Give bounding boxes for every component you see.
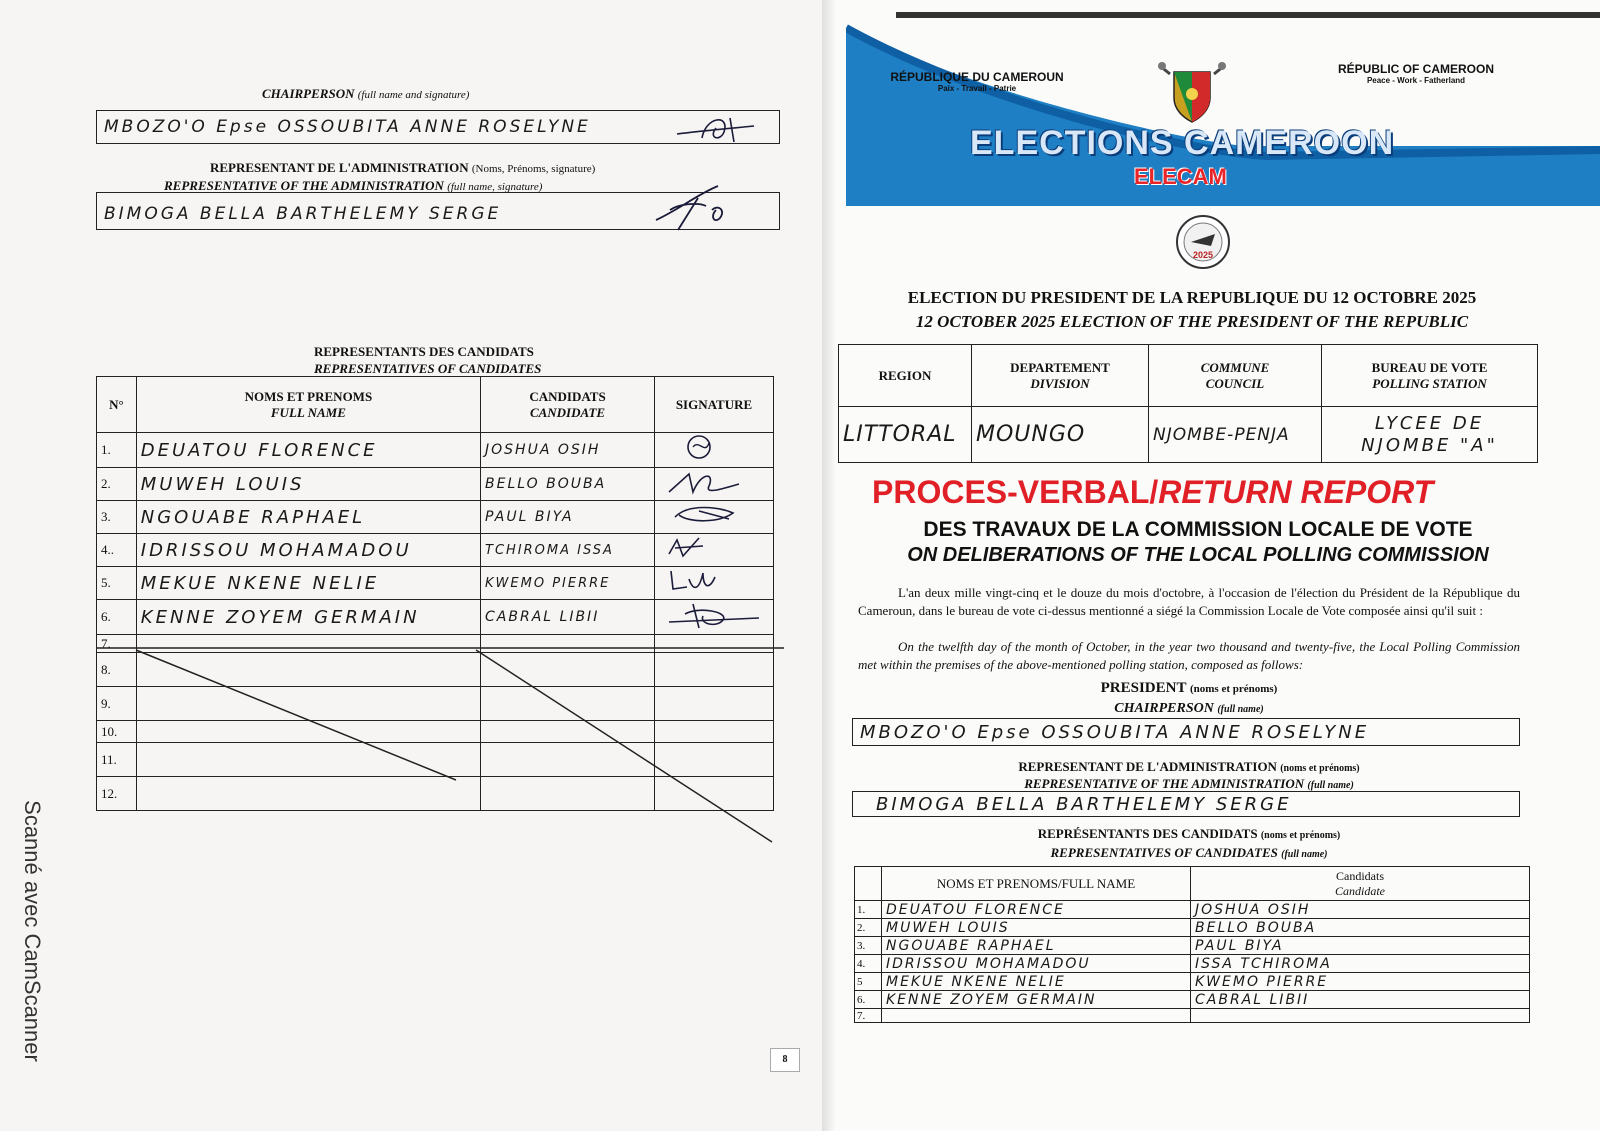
location-table (838, 344, 1538, 463)
header-top-rule (896, 12, 1600, 18)
signature-cell (655, 600, 774, 635)
bureau-value-line1: LYCEE DE (1374, 412, 1485, 434)
table-row (855, 973, 1530, 991)
chairperson-signature (672, 112, 762, 146)
row-number: 3. (97, 501, 137, 534)
candidate-name: ISSA TCHIROMA (1195, 955, 1332, 972)
page-number: 8 (770, 1048, 800, 1072)
col-no-header: N° (97, 377, 137, 433)
department-value: MOUNGO (976, 422, 1086, 447)
intro-paragraph-en: On the twelfth day of the month of October, in the year two thousand and twenty-five, the Local Polling Commission met within the premises of the above-mentioned polling station, composed as follows: (858, 639, 1520, 672)
candidate-name: KWEMO PIERRE (485, 576, 611, 591)
candidate-name: BELLO BOUBA (1195, 919, 1317, 936)
report-subtitle-en: ON DELIBERATIONS OF THE LOCAL POLLING COMMISSION (907, 544, 1489, 566)
admin-value-right: BIMOGA BELLA BARTHELEMY SERGE (876, 794, 1292, 815)
col-no-header (855, 867, 882, 901)
report-subtitle-fr: DES TRAVAUX DE LA COMMISSION LOCALE DE VOTE (923, 518, 1473, 541)
president-value: MBOZO'O Epse OSSOUBITA ANNE ROSELYNE (860, 722, 1370, 743)
reps-title-fr: REPRESENTANTS DES CANDIDATS (314, 344, 534, 359)
admin-value: BIMOGA BELLA BARTHELEMY SERGE (104, 204, 502, 224)
admin-label-right-fr: REPRESENTANT DE L'ADMINISTRATION (noms et prénoms) (1018, 759, 1360, 774)
intro-paragraph-fr: L'an deux mille vingt-cinq et le douze du mois d'octobre, à l'occasion de l'élection du Président de la République du Cameroun, dans le bureau de vote ci-dessus mentionné a siégé la Commission Locale de Vote composée ainsi qu'il suit : (858, 585, 1520, 618)
reps-title-en: REPRESENTATIVES OF CANDIDATES (314, 361, 542, 376)
scanner-watermark: Scanné avec CamScanner (20, 800, 45, 1062)
signature-cell (655, 534, 774, 567)
row-number: 7. (855, 1009, 882, 1023)
row-number: 1. (97, 433, 137, 468)
republic-fr-block (884, 70, 1070, 93)
row-number: 6. (855, 991, 882, 1009)
table-row (855, 937, 1530, 955)
admin-signature (648, 180, 738, 240)
candidate-name: PAUL BIYA (485, 509, 574, 525)
candidate-name: PAUL BIYA (1195, 937, 1284, 954)
row-number: 2. (97, 468, 137, 501)
region-value: LITTORAL (843, 422, 957, 447)
report-title-fr: PROCES-VERBAL/ (872, 474, 1159, 510)
rep-signature (659, 468, 769, 496)
commune-value: NJOMBE-PENJA (1153, 424, 1290, 445)
row-number: 4. (855, 955, 882, 973)
candidate-name: CABRAL LIBII (1195, 991, 1310, 1008)
row-number: 6. (97, 600, 137, 635)
col-department-header: DEPARTEMENT DIVISION (972, 345, 1149, 407)
rep-name: NGOUABE RAPHAEL (886, 937, 1056, 954)
republic-en: RÉPUBLIC OF CAMEROON (1338, 62, 1494, 76)
row-number: 12. (97, 777, 137, 811)
reps-label-right-en: REPRESENTATIVES OF CANDIDATES (full name) (1050, 845, 1328, 860)
row-number: 3. (855, 937, 882, 955)
rep-name: DEUATOU FLORENCE (140, 439, 378, 461)
row-number: 5. (97, 567, 137, 600)
rep-name: IDRISSOU MOHAMADOU (886, 955, 1091, 972)
row-number: 10. (97, 721, 137, 743)
col-candidate-header: Candidats Candidate (1191, 867, 1530, 901)
rep-name: MUWEH LOUIS (886, 919, 1010, 936)
row-number: 2. (855, 919, 882, 937)
row-number: 8. (97, 653, 137, 687)
table-row (97, 501, 774, 534)
rep-signature (659, 534, 769, 562)
col-region-header: REGION (839, 345, 972, 407)
election-seal-icon (1175, 214, 1231, 270)
president-label: PRESIDENT (noms et prénoms) (1100, 680, 1278, 696)
reps-label-right-fr: REPRÉSENTANTS DES CANDIDATS (noms et prénoms) (1037, 826, 1341, 841)
strike-through-lines (96, 646, 786, 846)
rep-name: DEUATOU FLORENCE (886, 901, 1065, 918)
row-number: 9. (97, 687, 137, 721)
rep-name: MEKUE NKENE NELIE (886, 973, 1066, 990)
col-name-header: NOMS ET PRENOMS FULL NAME (136, 377, 480, 433)
rep-signature (659, 600, 769, 630)
table-row (855, 1009, 1530, 1023)
col-candidate-header: CANDIDATS CANDIDATE (481, 377, 655, 433)
candidate-name: BELLO BOUBA (485, 476, 607, 492)
candidate-name: JOSHUA OSIH (485, 442, 601, 458)
signature-cell (655, 501, 774, 534)
rep-name: MEKUE NKENE NELIE (140, 572, 380, 594)
candidate-name: KWEMO PIERRE (1195, 973, 1329, 990)
rep-name: IDRISSOU MOHAMADOU (140, 539, 412, 561)
table-row (855, 991, 1530, 1009)
page-gutter (822, 0, 836, 1131)
right-reps-table (854, 866, 1530, 1023)
signature-cell (655, 433, 774, 468)
org-acronym: ELECAM (1134, 164, 1227, 189)
chair-label: CHAIRPERSON (full name) (1114, 701, 1264, 716)
col-commune-header: COMMUNE COUNCIL (1149, 345, 1322, 407)
motto-en: Peace - Work - Fatherland (1366, 76, 1466, 85)
chairperson-label: CHAIRPERSON (full name and signature) (262, 86, 470, 101)
row-number: 7. (97, 635, 137, 653)
row-number: 4.. (97, 534, 137, 567)
table-row (97, 433, 774, 468)
motto-fr: Paix - Travail - Patrie (937, 84, 1017, 93)
candidate-name: JOSHUA OSIH (1195, 901, 1311, 918)
org-name: ELECTIONS CAMEROON (970, 124, 1395, 162)
col-name-header: NOMS ET PRENOMS/FULL NAME (882, 867, 1191, 901)
election-title-en: 12 OCTOBER 2025 ELECTION OF THE PRESIDENT OF THE REPUBLIC (915, 312, 1469, 331)
table-row (855, 955, 1530, 973)
report-title (872, 474, 1433, 511)
table-row (97, 600, 774, 635)
table-row (97, 567, 774, 600)
republic-fr: RÉPUBLIQUE DU CAMEROUN (890, 70, 1064, 84)
rep-name: MUWEH LOUIS (140, 473, 305, 495)
admin-label-fr: REPRESENTANT DE L'ADMINISTRATION (Noms, Prénoms, signature) (210, 160, 596, 175)
rep-name: NGOUABE RAPHAEL (140, 506, 366, 528)
election-title-fr: ELECTION DU PRESIDENT DE LA REPUBLIQUE DU 12 OCTOBRE 2025 (907, 288, 1477, 307)
rep-signature (659, 567, 769, 595)
candidate-name: TCHIROMA ISSA (485, 543, 614, 558)
row-number: 1. (855, 901, 882, 919)
signature-cell (655, 468, 774, 501)
admin-label-en: REPRESENTATIVE OF THE ADMINISTRATION (full name, signature) (164, 178, 543, 193)
row-number: 5 (855, 973, 882, 991)
bureau-value-line2: NJOMBE "A" (1361, 434, 1498, 456)
chairperson-value: MBOZO'O Epse OSSOUBITA ANNE ROSELYNE (104, 117, 591, 137)
rep-signature (659, 433, 769, 463)
col-bureau-header: BUREAU DE VOTE POLLING STATION (1322, 345, 1538, 407)
republic-en-block (1328, 62, 1504, 85)
report-title-en: RETURN REPORT (1158, 474, 1434, 510)
row-number: 11. (97, 743, 137, 777)
table-row (97, 534, 774, 567)
rep-name: KENNE ZOYEM GERMAIN (140, 606, 420, 628)
table-row (97, 468, 774, 501)
seal-year: 2025 (1192, 250, 1214, 260)
table-row (855, 901, 1530, 919)
rep-signature (659, 501, 769, 529)
admin-label-right-en: REPRESENTATIVE OF THE ADMINISTRATION (full name) (1024, 776, 1354, 791)
table-row (855, 919, 1530, 937)
candidate-name: CABRAL LIBII (485, 609, 600, 625)
col-signature-header: SIGNATURE (655, 377, 774, 433)
coat-of-arms-icon (1156, 58, 1228, 124)
rep-name: KENNE ZOYEM GERMAIN (886, 991, 1097, 1008)
signature-cell (655, 567, 774, 600)
